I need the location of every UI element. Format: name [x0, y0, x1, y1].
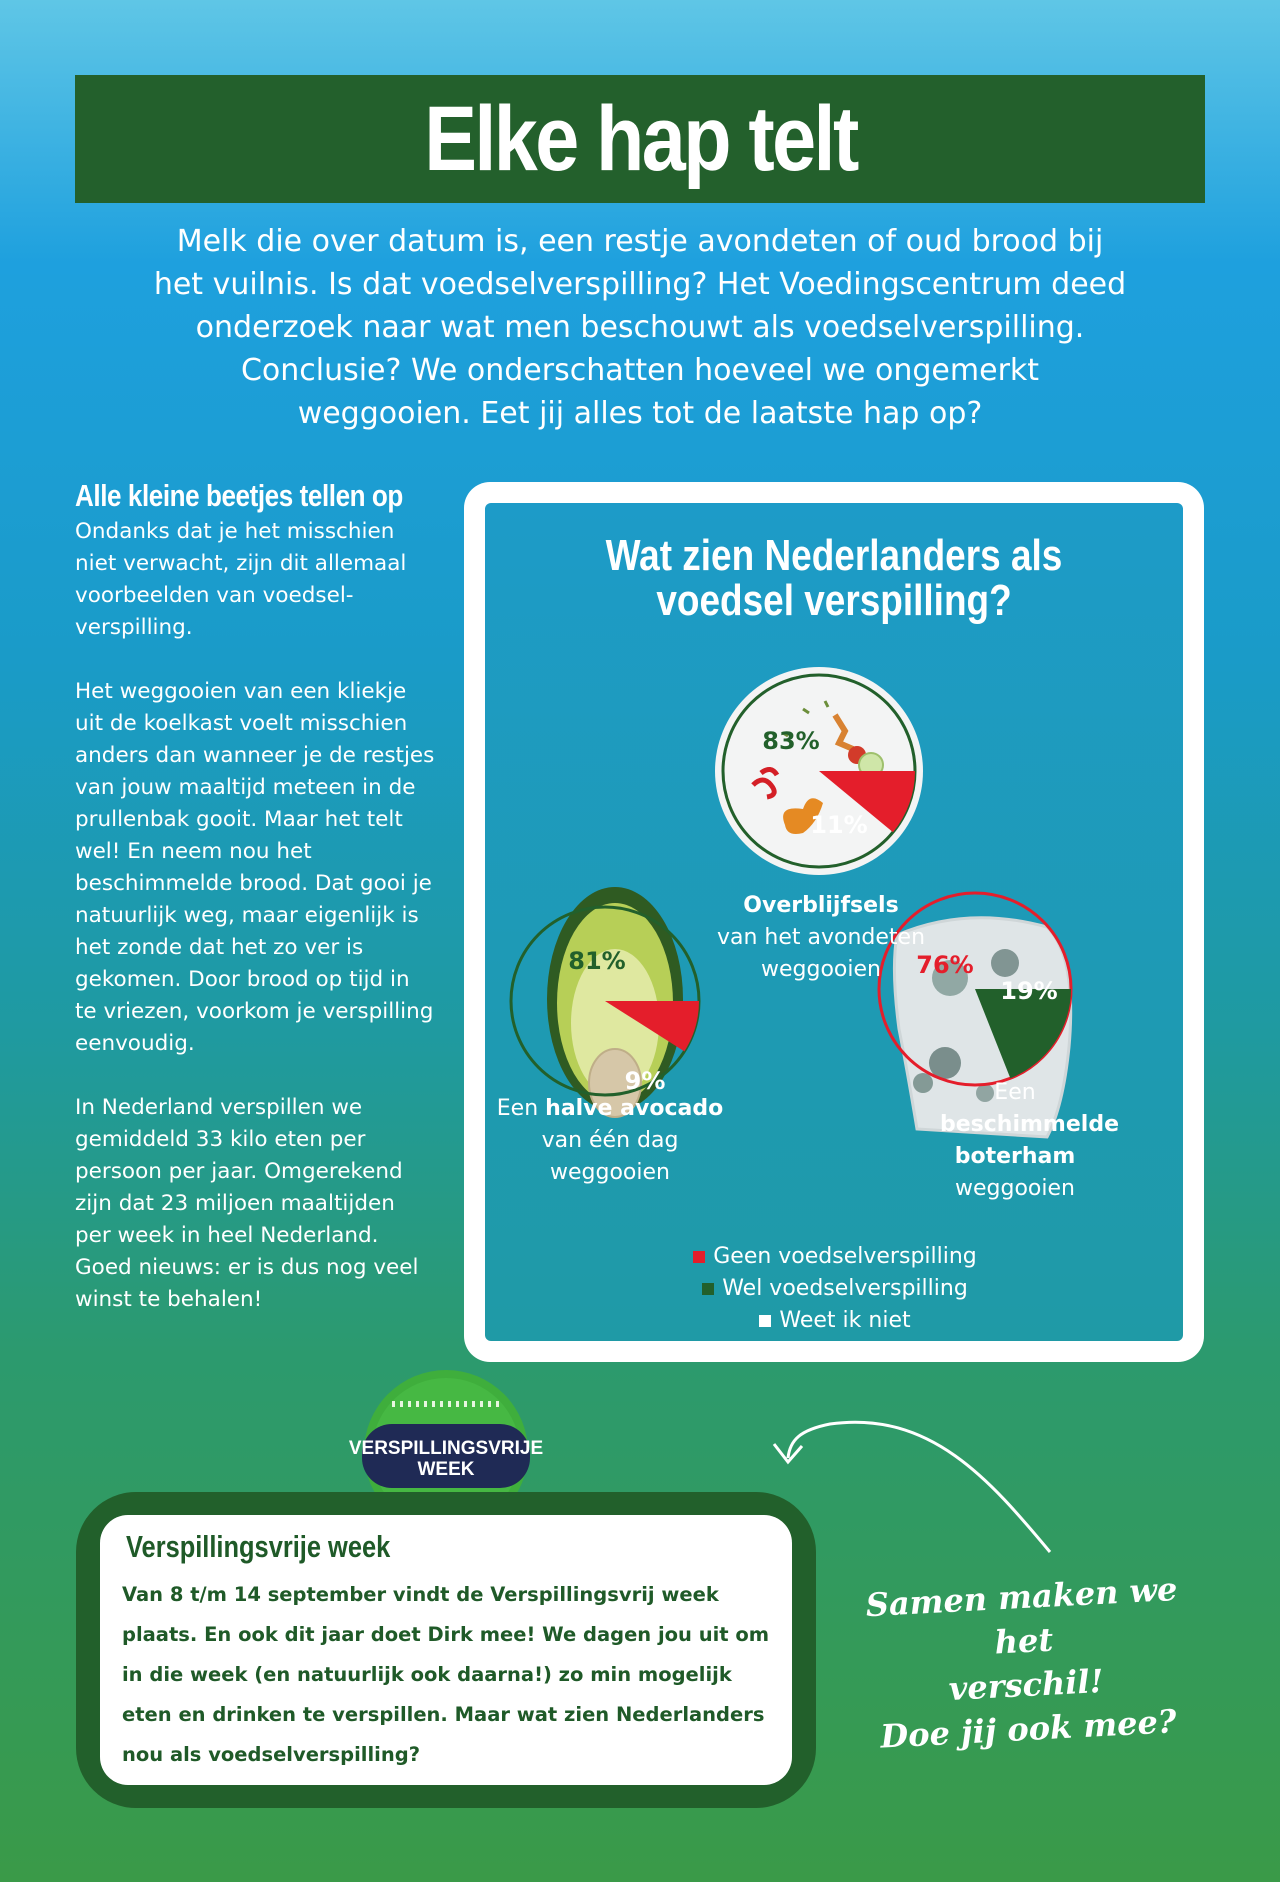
verspillingsvrije-week-callout: [76, 1492, 816, 1808]
cta-line1: Samen maken we het: [864, 1569, 1179, 1662]
label-leftovers-bold: Overblijfsels: [743, 893, 899, 918]
article-heading: Alle kleine beetjes tellen op: [75, 478, 403, 513]
article-paragraph: Het weggooien van een kliekje uit de koelkast voelt misschien anders dan wanneer je de restjes van jouw maaltijd meteen in de prullenbak gooit. Maar het telt wel! En neem nou het beschimmelde brood. Dat gooi je natuurlijk weg, maar eigenlijk is het zonde dat het zo ver is gekomen. Door brood op tijd in te vriezen, voorkom je verspilling eenvoudig.: [75, 679, 435, 1056]
legend-swatch-white: [759, 1315, 771, 1327]
legend-label: Geen voedselverspilling: [713, 1244, 977, 1269]
pie-label-big-bread: 76%: [916, 951, 974, 979]
callout-inner: [100, 1515, 792, 1785]
legend-label: Weet ik niet: [779, 1308, 911, 1333]
cta-line3: Doe jij ook mee?: [879, 1702, 1178, 1756]
callout-body: Van 8 t/m 14 september vindt de Verspillingsvrij week plaats. En ook dit jaar doet Dirk mee! We dagen jou uit om in die week (en natuurlijk ook daarna!) zo min mogelijk eten en drinken te verspillen. Maar wat zien Nederlanders nou als voedselverspilling?: [122, 1583, 770, 1766]
label-bread-rest: weggooien: [955, 1176, 1075, 1201]
label-avocado-bold: halve avocado: [545, 1096, 724, 1121]
chart-legend: [685, 1241, 985, 1337]
article-paragraph: In Nederland verspillen we gemiddeld 33 kilo eten per persoon per jaar. Omgerekend zijn dat 23 miljoen maaltijden per week in heel Nederland. Goed nieuws: er is dus nog veel winst te behalen!: [75, 1095, 419, 1312]
legend-item-wel: [685, 1273, 985, 1305]
title-banner: [75, 75, 1205, 203]
badge-line2: WEEK: [417, 1459, 475, 1480]
cta-line2: verschil!: [947, 1661, 1105, 1708]
label-bread-bold: beschimmelde boterham: [940, 1112, 1119, 1169]
pie-label-small-bread: 19%: [1000, 977, 1058, 1005]
label-bread-pre: Een: [994, 1080, 1036, 1105]
label-leftovers-rest: van het avondeten weggooien: [716, 925, 926, 982]
label-avocado-pre: Een: [496, 1096, 539, 1121]
pie-label-small-avocado: 9%: [624, 1067, 666, 1095]
chart-panel: [485, 503, 1183, 1341]
pie-label-big-avocado: 81%: [568, 947, 626, 975]
legend-item-weet: [685, 1305, 985, 1337]
label-leftovers: [711, 890, 931, 986]
intro-text: Melk die over datum is, een restje avondeten of oud brood bij het vuilnis. Is dat voedselverspilling? Het Voedingscentrum deed onderzoek naar wat men beschouwt als voedselverspilling. Conclusie? We onderschatten hoeveel we ongemerkt weggooien. Eet jij alles tot de laatste hap op?: [153, 224, 1127, 431]
legend-swatch-green: [702, 1283, 714, 1295]
legend-swatch-red: [693, 1251, 705, 1263]
article-paragraph: Ondanks dat je het misschien niet verwacht, zijn dit allemaal voorbeelden van voedsel-verspilling.: [75, 519, 407, 640]
label-avocado-rest: van één dag weggooien: [541, 1128, 679, 1185]
pie-label-small-leftovers: 11%: [810, 811, 868, 839]
page-title: Elke hap telt: [423, 87, 857, 190]
pie-label-big-leftovers: 83%: [762, 727, 820, 755]
chart-card: [464, 482, 1204, 1362]
call-to-action: [856, 1566, 1195, 1759]
label-avocado: [495, 1093, 725, 1189]
article: [75, 478, 435, 1348]
legend-item-geen: [685, 1241, 985, 1273]
badge-line1: VERSPILLINGSVRIJE: [348, 1438, 544, 1459]
chart-title: Wat zien Nederlanders als voedsel verspilling?: [605, 531, 1063, 625]
label-bread: [940, 1077, 1119, 1205]
legend-label: Wel voedselverspilling: [722, 1276, 968, 1301]
curved-arrow-icon: [770, 1380, 1070, 1560]
callout-heading: Verspillingsvrije week: [126, 1529, 391, 1564]
